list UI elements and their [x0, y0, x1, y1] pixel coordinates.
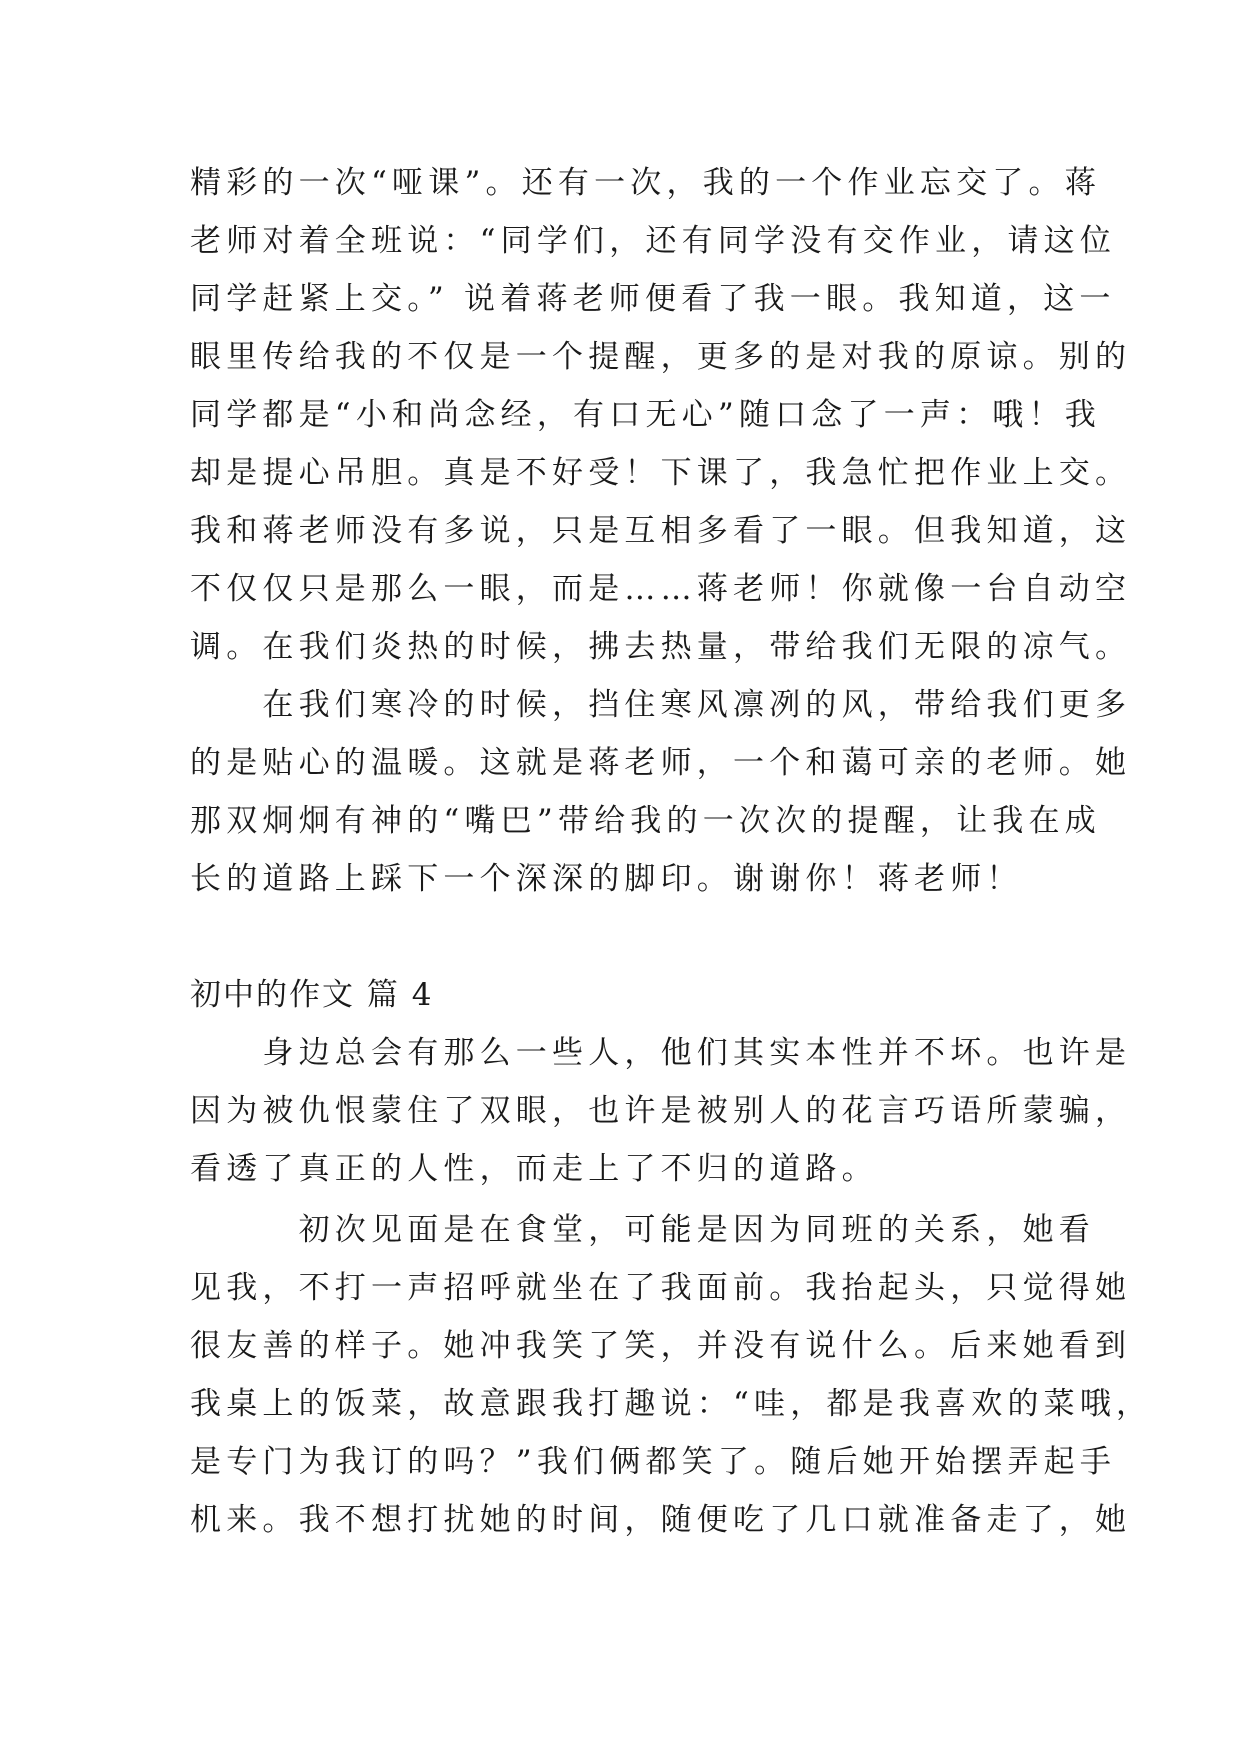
text-line: 机来。我不想打扰她的时间，随便吃了几口就准备走了，她 — [190, 1502, 1132, 1538]
section-heading: 初中的作文 篇 4 — [190, 977, 434, 1013]
text-line: 调。在我们炎热的时候，拂去热量，带给我们无限的凉气。 — [190, 629, 1132, 665]
text-line: 身边总会有那么一些人，他们其实本性并不坏。也许是 — [190, 1035, 1132, 1071]
text-line: 长的道路上踩下一个深深的脚印。谢谢你！蒋老师！ — [190, 861, 1023, 897]
text-line: 老师对着全班说：“同学们，还有同学没有交作业，请这位 — [190, 223, 1117, 259]
text-line: 却是提心吊胆。真是不好受！下课了，我急忙把作业上交。 — [190, 455, 1132, 491]
text-line: 看透了真正的人性，而走上了不归的道路。 — [190, 1151, 878, 1187]
text-line: 不仅仅只是那么一眼，而是……蒋老师！你就像一台自动空 — [190, 571, 1132, 607]
text-line: 我和蒋老师没有多说，只是互相多看了一眼。但我知道，这 — [190, 513, 1132, 549]
text-line: 那双炯炯有神的“嘴巴”带给我的一次次的提醒，让我在成 — [190, 803, 1101, 839]
text-line: 初次见面是在食堂，可能是因为同班的关系，她看 — [190, 1212, 1095, 1248]
text-line: 因为被仇恨蒙住了双眼，也许是被别人的花言巧语所蒙骗， — [190, 1093, 1132, 1129]
text-line: 很友善的样子。她冲我笑了笑，并没有说什么。后来她看到 — [190, 1328, 1132, 1364]
text-line: 的是贴心的温暖。这就是蒋老师，一个和蔼可亲的老师。她 — [190, 745, 1132, 781]
text-line: 见我，不打一声招呼就坐在了我面前。我抬起头，只觉得她 — [190, 1270, 1132, 1306]
text-line: 是专门为我订的吗？”我们俩都笑了。随后她开始摆弄起手 — [190, 1444, 1117, 1480]
text-line: 在我们寒冷的时候，挡住寒风凛冽的风，带给我们更多 — [190, 687, 1132, 723]
text-line: 我桌上的饭菜，故意跟我打趣说：“哇，都是我喜欢的菜哦， — [190, 1386, 1153, 1422]
text-line: 同学都是“小和尚念经，有口无心”随口念了一声：哦！我 — [190, 397, 1101, 433]
text-line: 精彩的一次“哑课”。还有一次，我的一个作业忘交了。蒋 — [190, 165, 1101, 201]
text-line: 同学赶紧上交。” 说着蒋老师便看了我一眼。我知道，这一 — [190, 281, 1116, 317]
text-line: 眼里传给我的不仅是一个提醒，更多的是对我的原谅。别的 — [190, 339, 1132, 375]
